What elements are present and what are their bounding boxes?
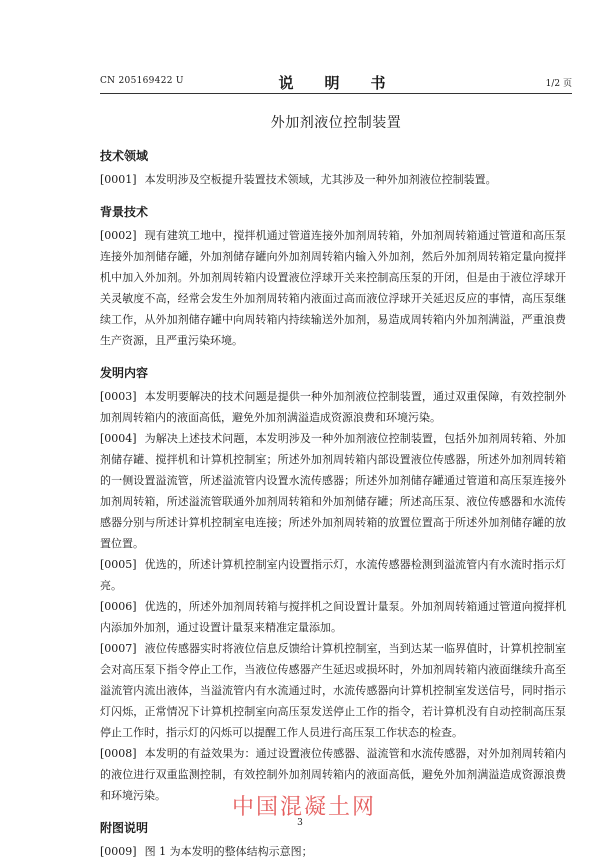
- paragraph-text: 液位传感器实时将液位信息反馈给计算机控制室，当到达某一临界值时，计算机控制室会对高压泵下指令停止工作，当液位传感器产生延迟或损坏时，外加剂周转箱内液面继续升高至溢流管内流出液体，当溢流管内有水流通过时，水流传感器向计算机控制室发送信号，同时指示灯闪烁，正常情况下计算机控制室向高压泵发送停止工作的指令，若计算机没有自动控制高压泵停止工作时，指示灯的闪烁可以提醒工作人员进行高压泵工作状态的检查。: [100, 642, 566, 739]
- document-type-title: 说 明 书: [278, 74, 394, 92]
- document-body: [100, 146, 566, 862]
- paragraph-0007: [100, 638, 566, 743]
- paragraph-number: [0005]: [100, 558, 137, 571]
- section-heading-drawings: 附图说明: [100, 821, 149, 835]
- paragraph-0005: [100, 554, 566, 596]
- paragraph-0009: [100, 841, 566, 862]
- paragraph-number: [0003]: [100, 390, 137, 403]
- paragraph-text: 图 1 为本发明的整体结构示意图；: [144, 845, 313, 858]
- paragraph-number: [0007]: [100, 642, 137, 655]
- paragraph-0002: [100, 225, 566, 351]
- document-header: [100, 72, 572, 90]
- paragraph-text: 为解决上述技术问题，本发明涉及一种外加剂液位控制装置，包括外加剂周转箱、外加剂储存罐、搅拌机和计算机控制室；所述外加剂周转箱内部设置液位传感器，所述外加剂周转箱的一侧设置溢流管，所述溢流管内设置水流传感器；所述外加剂储存罐通过管道和高压泵连接外加剂周转箱，所述溢流管联通外加剂周转箱和外加剂储存罐；所述高压泵、液位传感器和水流传感器分别与所述计算机控制室电连接；所述外加剂周转箱的放置位置高于所述外加剂储存罐的放置位置。: [100, 432, 566, 550]
- paragraph-text: 本发明涉及空板提升装置技术领域，尤其涉及一种外加剂液位控制装置。: [144, 173, 497, 186]
- paragraph-0004: [100, 428, 566, 554]
- paragraph-number: [0009]: [100, 845, 137, 858]
- paragraph-text: 优选的，所述计算机控制室内设置指示灯，水流传感器检测到溢流管内有水流时指示灯亮。: [100, 558, 566, 592]
- section-heading-invention: 发明内容: [100, 366, 149, 380]
- paragraph-number: [0008]: [100, 747, 137, 760]
- paragraph-number: [0004]: [100, 432, 137, 445]
- section-heading-tech-field: 技术领域: [100, 149, 149, 163]
- section-heading-background: 背景技术: [100, 205, 149, 219]
- invention-title: 外加剂液位控制装置: [270, 115, 402, 131]
- patent-number: CN 205169422 U: [100, 76, 184, 86]
- paragraph-text: 现有建筑工地中，搅拌机通过管道连接外加剂周转箱，外加剂周转箱通过管道和高压泵连接外加剂储存罐，外加剂储存罐向外加剂周转箱内输入外加剂，然后外加剂周转箱定量向搅拌机中加入外加剂。外加剂周转箱内设置液位浮球开关来控制高压泵的开闭，但是由于液位浮球开关灵敏度不高，经常会发生外加剂周转箱内液面过高而液位浮球开关延迟反应的事情，高压泵继续工作，从外加剂储存罐中向周转箱内持续输送外加剂，易造成周转箱内外加剂满溢，严重浪费生产资源，且严重污染环境。: [100, 229, 566, 347]
- paragraph-text: 本发明要解决的技术问题是提供一种外加剂液位控制装置，通过双重保障，有效控制外加剂周转箱内的液面高低，避免外加剂满溢造成资源浪费和环境污染。: [100, 390, 566, 424]
- paragraph-number: [0006]: [100, 600, 137, 613]
- site-watermark: 中国混凝土网: [232, 795, 377, 820]
- header-divider: [100, 93, 572, 94]
- page-indicator: 1/2 页: [545, 79, 572, 89]
- paragraph-text: 本发明的有益效果为：通过设置液位传感器、溢流管和水流传感器，对外加剂周转箱内的液位进行双重监测控制，有效控制外加剂周转箱内的液面高低，避免外加剂满溢造成资源浪费和环境污染。: [100, 747, 566, 802]
- paragraph-text: 优选的，所述外加剂周转箱与搅拌机之间设置计量泵。外加剂周转箱通过管道向搅拌机内添加外加剂，通过设置计量泵来精准定量添加。: [100, 600, 566, 634]
- paragraph-0006: [100, 596, 566, 638]
- paragraph-0001: [100, 169, 566, 190]
- page-number: 3: [297, 818, 303, 828]
- paragraph-number: [0001]: [100, 173, 137, 186]
- paragraph-number: [0002]: [100, 229, 137, 242]
- paragraph-0003: [100, 386, 566, 428]
